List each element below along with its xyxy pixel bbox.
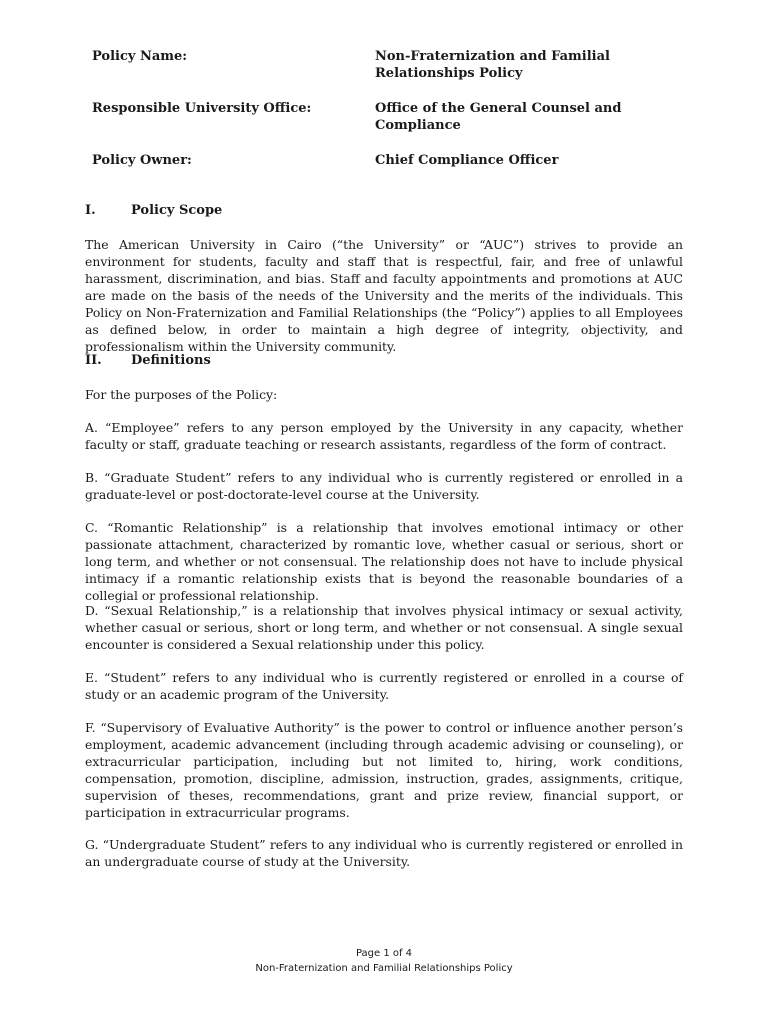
- definition-romantic-relationship: C. “Romantic Relationship” is a relationship that involves emotional intimacy or other passionate attachment, characterized by romantic love, whether casual or serious, short or long term, and whether or not consensual. The relationship does not have to include physical intimacy if a romantic relationship exists that is beyond the reasonable boundaries of a collegial or professional relationship.: [85, 520, 683, 603]
- definitions-intro: For the purposes of the Policy:: [85, 387, 278, 402]
- section-1-title: Policy Scope: [131, 203, 223, 218]
- definition-sexual-relationship: D. “Sexual Relationship,” is a relationship that involves physical intimacy or sexual activity, whether casual or serious, short or long term, and whether or not consensual. A single sexual encounter is considered a Sexual relationship under this policy.: [85, 603, 683, 652]
- section-2-title: Definitions: [131, 353, 211, 368]
- definition-employee: A. “Employee” refers to any person employed by the University in any capacity, whether faculty or staff, graduate teaching or research assistants, regardless of the form of contract.: [85, 420, 683, 452]
- definition-student: E. “Student” refers to any individual who is currently registered or enrolled in a course of study or an academic program of the University.: [85, 670, 683, 702]
- policy-name-value: Non-Fraternization and Familial Relationships Policy: [375, 49, 610, 81]
- responsible-office-value: Office of the General Counsel and Compliance: [375, 101, 622, 133]
- policy-scope-paragraph: The American University in Cairo (“the University” or “AUC”) strives to provide an environment for students, faculty and staff that is respectful, fair, and free of unlawful harassment, discrimination, and bias. Staff and faculty appointments and promotions at AUC are made on the basis of the needs of the University and the merits of the individuals. This Policy on Non-Fraternization and Familial Relationships (the “Policy”) applies to all Employees as defined below, in order to maintain a high degree of integrity, objectivity, and professionalism within the University community.: [85, 237, 683, 354]
- definition-undergraduate-student: G. “Undergraduate Student” refers to any individual who is currently registered or enrolled in an undergraduate course of study at the University.: [85, 837, 683, 869]
- section-2-heading: [85, 352, 211, 369]
- definition-graduate-student: B. “Graduate Student” refers to any individual who is currently registered or enrolled in a graduate-level or post-doctorate-level course at the University.: [85, 470, 683, 502]
- responsible-office-label: Responsible University Office:: [92, 101, 312, 116]
- policy-owner-label: Policy Owner:: [92, 153, 192, 168]
- definition-supervisory-authority: F. “Supervisory of Evaluative Authority” is the power to control or influence another person’s employment, academic advancement (including through academic advising or counseling), or extracurricular participation, including but not limited to, hiring, work conditions, compensation, promotion, discipline, admission, instruction, grades, assignments, critique, supervision of theses, recommendations, grant and prize review, financial support, or participation in extracurricular programs.: [85, 720, 683, 820]
- section-1-number: I.: [85, 203, 96, 218]
- footer-page-number: Page 1 of 4: [355, 948, 413, 959]
- policy-name-label: Policy Name:: [92, 49, 188, 64]
- policy-owner-value: Chief Compliance Officer: [375, 153, 559, 168]
- footer-policy-title: Non-Fraternization and Familial Relationships Policy: [255, 963, 513, 974]
- section-1-heading: [85, 202, 222, 219]
- section-2-number: II.: [85, 353, 102, 368]
